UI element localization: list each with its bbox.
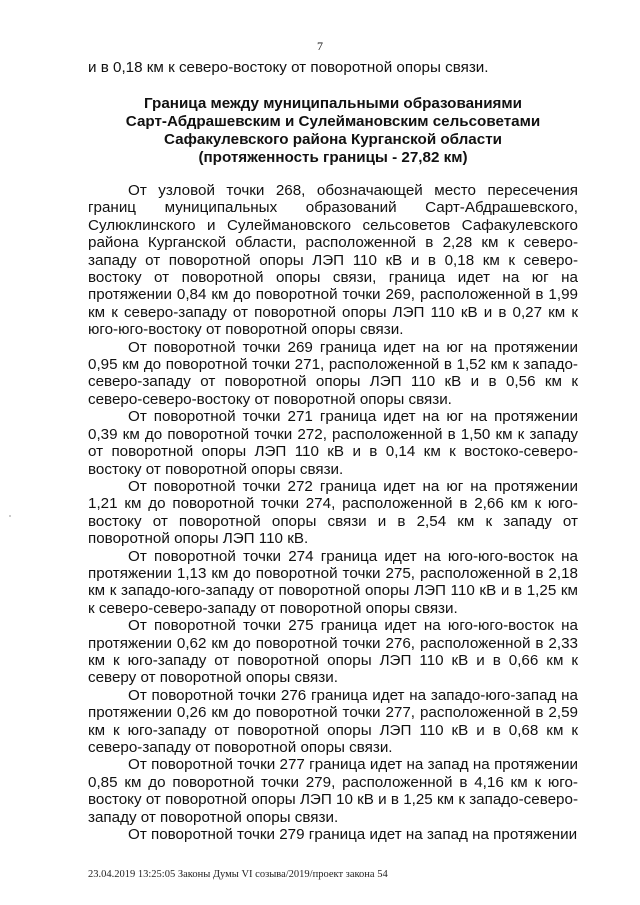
body-text bbox=[88, 182, 578, 843]
paragraph: От поворотной точки 274 граница идет на юго-юго-восток на протяжении 1,13 км до поворотной точки 275, расположенной в 2,18 км к западо-юго-западу от поворотной опоры ЛЭП 110 кВ и в 1,25 км к северо-северо-западу от поворотной опоры связи. bbox=[88, 547, 578, 617]
heading-line: Сафакулевского района Курганской области bbox=[164, 131, 502, 148]
heading-line: Граница между муниципальными образованиями bbox=[144, 95, 522, 112]
intro-line: и в 0,18 км к северо-востоку от поворотной опоры связи. bbox=[88, 59, 489, 76]
margin-mark bbox=[9, 515, 11, 517]
heading-line: (протяженность границы - 27,82 км) bbox=[198, 149, 468, 166]
paragraph: От поворотной точки 269 граница идет на юг на протяжении 0,95 км до поворотной точки 271, расположенной в 1,52 км к западо-северо-западу от поворотной опоры ЛЭП 110 кВ и в 0,56 км к северо-северо-востоку от поворотной опоры связи. bbox=[88, 338, 578, 408]
paragraph: От поворотной точки 275 граница идет на юго-юго-восток на протяжении 0,62 км до поворотной точки 276, расположенной в 2,33 км к юго-западу от поворотной опоры ЛЭП 110 кВ и в 0,66 км к северу от поворотной опоры связи. bbox=[88, 617, 578, 687]
section-heading bbox=[88, 95, 578, 167]
paragraph: От поворотной точки 276 граница идет на западо-юго-запад на протяжении 0,26 км до поворотной точки 277, расположенной в 2,59 км к юго-западу от поворотной опоры ЛЭП 110 кВ и в 0,68 км к северо-западу от поворотной опоры связи. bbox=[88, 686, 578, 756]
paragraph: От поворотной точки 271 граница идет на юг на протяжении 0,39 км до поворотной точки 272, расположенной в 1,50 км к западу от поворотной опоры ЛЭП 110 кВ и в 0,14 км к востоко-северо-востоку от поворотной опоры связи. bbox=[88, 408, 578, 478]
page-number: 7 bbox=[317, 39, 323, 53]
paragraph: От поворотной точки 272 граница идет на юг на протяжении 1,21 км до поворотной точки 274, расположенной в 2,66 км к юго-востоку от поворотной опоры связи и в 2,54 км к западу от поворотной опоры ЛЭП 110 кВ. bbox=[88, 477, 578, 548]
paragraph: От узловой точки 268, обозначающей место пересечения границ муниципальных образований Сарт-Абдрашевского, Сулюклинского и Сулеймановского сельсоветов Сафакулевского района Курганской области, расположенной в 2,28 км к северо-западу от поворотной опоры ЛЭП 110 кВ и в 0,18 км к северо-востоку от поворотной опоры связи, граница идет на юг на протяжении 0,84 км до поворотной точки 269, расположенной в 1,99 км к северо-западу от поворотной опоры ЛЭП 110 кВ и в 0,27 км к юго-юго-востоку от поворотной опоры связи. bbox=[88, 182, 578, 339]
heading-line: Сарт-Абдрашевским и Сулеймановским сельсоветами bbox=[125, 113, 541, 130]
paragraph: От поворотной точки 279 граница идет на запад на протяжении bbox=[128, 826, 578, 844]
paragraph: От поворотной точки 277 граница идет на запад на протяжении 0,85 км до поворотной точки 279, расположенной в 4,16 км к юго-востоку от поворотной опоры ЛЭП 10 кВ и в 1,25 км к западо-северо-западу от поворотной опоры связи. bbox=[88, 756, 578, 826]
footer-stamp: 23.04.2019 13:25:05 Законы Думы VI созыва/2019/проект закона 54 bbox=[88, 869, 388, 880]
